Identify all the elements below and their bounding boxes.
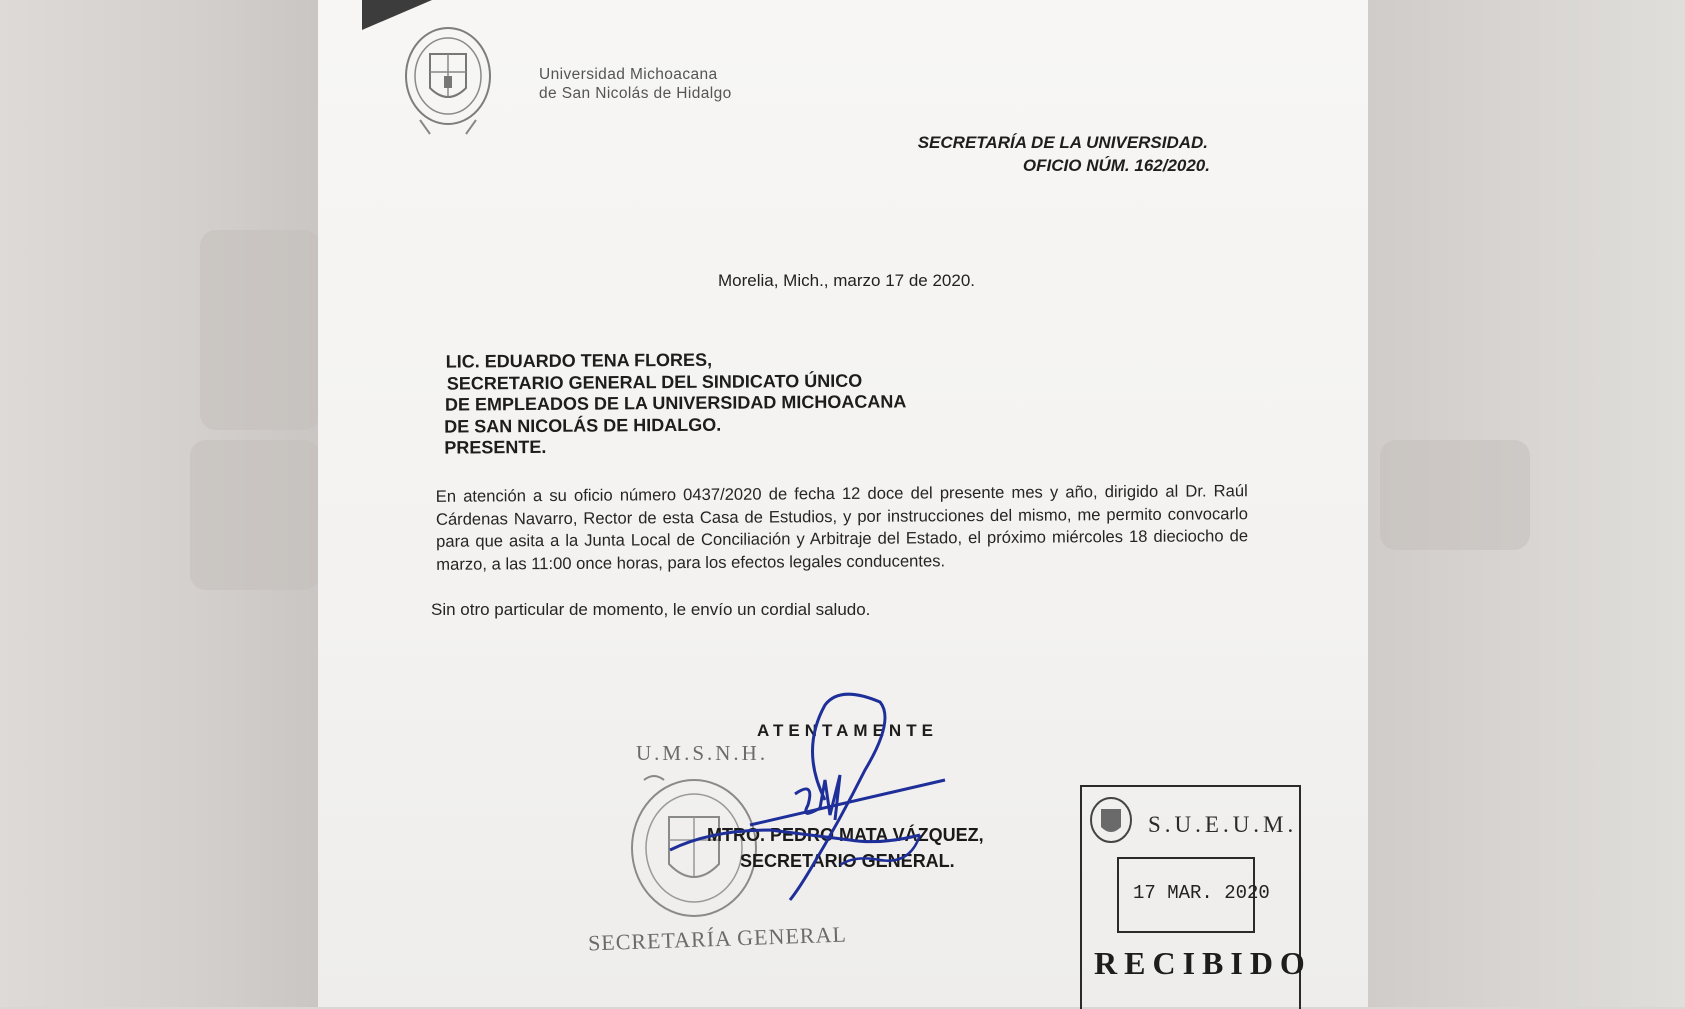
- stamp-date: 17 MAR. 2020: [1133, 882, 1270, 904]
- addressee-line: DE SAN NICOLÁS DE HIDALGO.: [444, 414, 722, 437]
- department-heading: SECRETARÍA DE LA UNIVERSIDAD.: [917, 133, 1208, 152]
- background-blur: [200, 230, 320, 430]
- date-line: Morelia, Mich., marzo 17 de 2020.: [718, 271, 976, 290]
- addressee-line: PRESENTE.: [444, 436, 547, 458]
- addressee-line: LIC. EDUARDO TENA FLORES,: [445, 349, 713, 372]
- handwritten-signature: [650, 690, 950, 910]
- sueum-seal-icon: [1088, 795, 1134, 845]
- atentamente-label: ATENTAMENTE: [757, 721, 938, 740]
- background-blur: [190, 440, 320, 590]
- stamp-org: S.U.E.U.M.: [1148, 812, 1298, 837]
- addressee-block: [446, 348, 907, 459]
- signer-title: SECRETARIO GENERAL.: [740, 851, 955, 871]
- addressee-line: SECRETARIO GENERAL DEL SINDICATO ÚNICO: [446, 370, 863, 394]
- university-name-line2: de San Nicolás de Hidalgo: [539, 85, 732, 102]
- university-crest-icon: [400, 24, 496, 136]
- oficio-number: OFICIO NÚM. 162/2020.: [1022, 156, 1210, 175]
- addressee-line: DE EMPLEADOS DE LA UNIVERSIDAD MICHOACANA: [444, 391, 907, 415]
- background-blur: [1380, 440, 1530, 550]
- university-name-line1: Universidad Michoacana: [539, 66, 718, 83]
- body-paragraph: En atención a su oficio número 0437/2020 de fecha 12 doce del presente mes y año, dirigido al Dr. Raúl Cárdenas Navarro, Rector de esta Casa de Estudios, y por instrucciones del mismo, me permito convocarlo para que asita a la Junta Local de Conciliación y Arbitraje del Estado, el próximo miércoles 18 dieciocho de marzo, a las 11:00 once horas, para los efectos legales conducentes.: [435, 481, 1249, 574]
- stamp-recibido-label: RECIBIDO: [1094, 945, 1312, 981]
- signer-name: MTRO. PEDRO MATA VÁZQUEZ,: [707, 825, 984, 845]
- seal-umsnh-label: U.M.S.N.H.: [636, 741, 769, 765]
- seal-secretaria-general-label: SECRETARÍA GENERAL: [587, 921, 848, 956]
- closing-line: Sin otro particular de momento, le envío un cordial saludo.: [431, 600, 871, 619]
